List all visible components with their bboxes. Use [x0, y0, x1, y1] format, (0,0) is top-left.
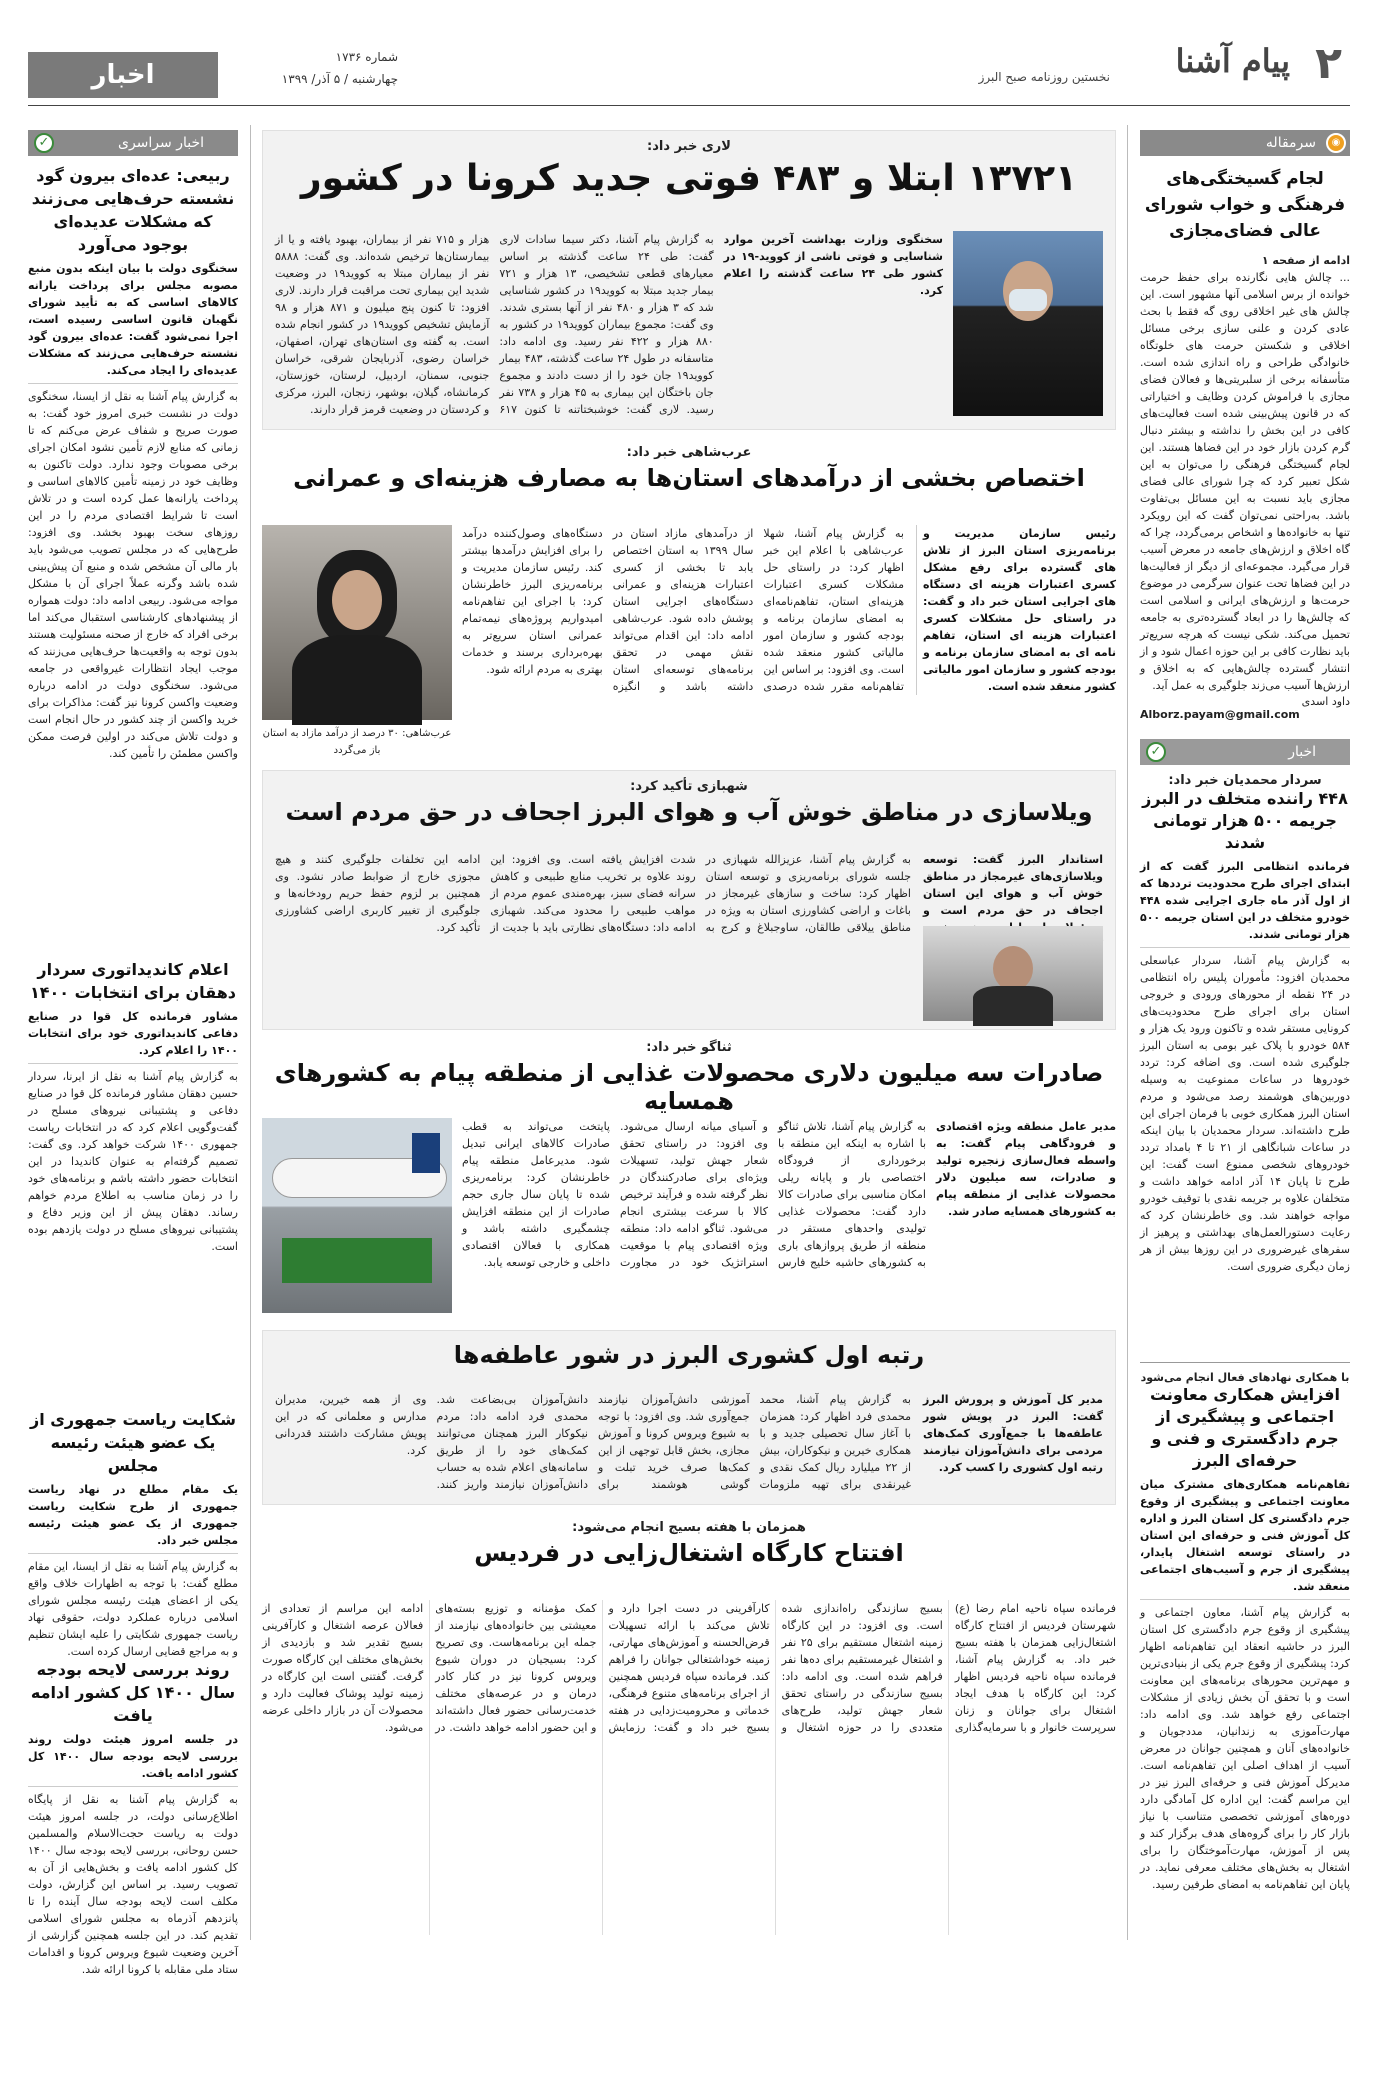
issue-info — [198, 46, 398, 90]
news1-kicker: سردار محمدیان خبر داد: — [1168, 773, 1322, 788]
story2-kicker: عرب‌شاهی خبر داد: — [626, 445, 752, 460]
cargo-pallets — [282, 1238, 432, 1283]
story1-body: به گزارش پیام آشنا، دکتر سیما سادات لاری گفت: طی ۲۴ ساعت گذشته بر اساس معیارهای قطعی تشخیصی، ۱۳ هزار و ۷۲۱ بیمار جدید مبتلا به کووید۱۹ در کشور شناسایی شد که ۳ هزار و ۴۸۰ نفر از آنها بستری شدند. وی گفت: مجموع بیماران کووید۱۹ در کشور به ۸۸۰ هزار و ۴۲۲ نفر رسید. وی ادامه داد: متاسفانه در طول ۲۴ ساعت گذشته، ۴۸۳ بیمار کووید۱۹ جان خود را از دست دادند و مجموع جان باختگان این بیماری به ۴۵ هزار و ۷۳۸ نفر رسید. لاری گفت: خوشبختاتنه تا کنون ۶۱۷ هزار و ۷۱۵ نفر از بیماران، بهبود یافته و یا از بیمارستان‌ها ترخیص شده‌اند. وی گفت: ۵۸۸۸ نفر از بیماران مبتلا به کووید۱۹ در وضعیت شدید این بیماری تحت مراقبت قرار دارند. لاری افزود: تا کنون پنج میلیون و ۸۷۱ هزار و ۹۸ آزمایش تشخیص کووید۱۹ در کشور انجام شده است. به گفته وی استان‌های تهران، اصفهان، خراسان رضوی، آذربایجان شرقی، خراسان جنوبی، سمنان، اردبیل، لرستان، خوزستان، کرمانشاه، گیلان، بوشهر، زنجان، البرز، مرکزی و کردستان در وضعیت قرمز قرار دارند. — [275, 233, 714, 416]
national2-body: به گزارش پیام آشنا به نقل از ایرنا، سردار حسین دهقان مشاور فرمانده کل قوا در صنایع دفاعی و پشتیبانی نیروهای مسلح در گفت‌وگویی اعلام کرد که در انتخابات ریاست جمهوری ۱۴۰۰ شرکت خواهد کرد. وی گفت: تصمیم گرفته‌ام به عنوان کاندیدا در این انتخابات حضور داشته باشم و برنامه‌های خود را در زمان مناسب به اطلاع مردم خواهم رساند. دهقان پیش از این وزیر دفاع و پشتیبانی نیروهای مسلح در دولت یازدهم بوده است. — [28, 1070, 238, 1253]
editorial-header: ◉ سرمقاله — [1140, 130, 1350, 156]
editorial-continued: ادامه از صفحه ۱ — [1261, 254, 1350, 267]
story2 — [262, 445, 1116, 760]
story3-lead: استاندار البرز گفت: توسعه ویلاسازی‌های غیرمجاز در مناطق خوش آب و هوای این استان اجحاف در حق مردم است و — [923, 853, 1103, 917]
news2-title: افزایش همکاری معاونت اجتماعی و پیشگیری از جرم دادگستری و فنی و حرفه‌ای البرز — [1149, 1385, 1340, 1470]
story6-kicker: همزمان با هفته بسیج انجام می‌شود: — [572, 1520, 806, 1535]
national2-title: اعلام کاندیداتوری سردار دهقان برای انتخابات ۱۴۰۰ — [29, 960, 237, 1002]
speaker-body — [292, 635, 422, 725]
issue-number: شماره ۱۷۳۶ — [335, 50, 398, 64]
speaker-face — [993, 946, 1033, 991]
airplane-tail — [412, 1133, 440, 1173]
story2-photo — [262, 525, 452, 720]
story4-kicker: ثناگو خبر داد: — [646, 1040, 732, 1055]
national1-body: به گزارش پیام آشنا به نقل از ایسنا، سخنگوی دولت در نشست خبری امروز خود گفت: به صورت صریح و شفاف عرض می‌کنم که تا زمانی که منابع لازم تأمین نشود امکان اجرای برخی مصوبات وجود ندارد. دولت تاکنون به وظایف خود در زمینه تأمین کالاهای اساسی و پرداخت یارانه‌ها عمل کرده است و در تلاش است تا شرایط اقتصادی مردم را در این روزهای سخت بهبود بخشد. وی افزود: طرح‌هایی که در مجلس تصویب می‌شود باید بار مالی آن مشخص شده و منبع آن پیش‌بینی شده باشد وگرنه عملاً اجرای آن با مشکل مواجه می‌شود. ربیعی ادامه داد: دولت همواره از پیشنهادهای کارشناسی استقبال می‌کند اما برخی افراد که خارج از صحنه مسئولیت هستند بدون توجه به واقعیت‌ها حرف‌هایی می‌زنند که موجب ایجاد انتظارات غیرواقعی در جامعه می‌شود. سخنگوی دولت در ادامه درباره وضعیت واکسن کرونا نیز گفت: مذاکرات برای خرید واکسن از چند کشور در حال انجام است و دولت تلاش می‌کند در اولین فرصت ممکن واکسن مطمئن را تأمین کند. — [28, 390, 238, 760]
national2-lead: مشاور فرمانده کل قوا در صنایع دفاعی کاندیداتوری خود برای انتخابات ۱۴۰۰ را اعلام کرد. — [28, 1004, 238, 1064]
news-header: ✓ اخبار — [1140, 739, 1350, 765]
story4-photo — [262, 1118, 452, 1313]
story6 — [262, 1520, 1116, 1940]
national3-body: به گزارش پیام آشنا به نقل از ایسنا، این مقام مطلع گفت: با توجه به اظهارات خلاف واقع یکی از اعضای هیئت رئیسه مجلس شورای اسلامی درباره عملکرد دولت، حقوقی نهاد ریاست جمهوری شکایتی را علیه ایشان تنظیم و به مراجع قضایی ارسال کرده است. — [28, 1560, 238, 1658]
story5-body: به گزارش پیام آشنا، محمد محمدی فرد اظهار کرد: همزمان با آغاز سال تحصیلی جدید و با همکاری خیرین و نیکوکاران، بیش از ۲۲ میلیارد ریال کمک نقدی و غیرنقدی برای تهیه ملزومات آموزشی دانش‌آموزان نیازمند جمع‌آوری شد. وی افزود: با توجه به شیوع ویروس کرونا و آموزش مجازی، بخش قابل توجهی از این کمک‌ها صرف خرید تبلت و گوشی هوشمند برای دانش‌آموزان بی‌بضاعت شد. محمدی فرد ادامه داد: مردم نیکوکار البرز همچنان می‌توانند کمک‌های خود را از طریق سامانه‌های اعلام شده به حساب دانش‌آموزان نیازمند واریز کنند. وی از همه خیرین، مدیران مدارس و معلمانی که در این پویش مشارکت داشتند قدردانی کرد. — [275, 1393, 911, 1491]
story6-body: فرمانده سپاه ناحیه امام رضا (ع) شهرستان فردیس از افتتاح کارگاه اشتغال‌زایی همزمان با هفته بسیج خبر داد. به گزارش پیام آشنا، فرمانده سپاه ناحیه فردیس اظهار کرد: این کارگاه با هدف ایجاد اشتغال برای جوانان و زنان سرپرست خانوار و با سرمایه‌گذاری بسیج سازندگی راه‌اندازی شده است. وی افزود: در این کارگاه زمینه اشتغال مستقیم برای ۲۵ نفر و اشتغال غیرمستقیم برای ده‌ها نفر فراهم شده است. وی ادامه داد: بسیج سازندگی در راستای تحقق شعار جهش تولید، طرح‌های متعددی را در حوزه اشتغال و کارآفرینی در دست اجرا دارد و تلاش می‌کند با ارائه تسهیلات قرض‌الحسنه و آموزش‌های مهارتی، زمینه خوداشتغالی جوانان را فراهم کند. فرمانده سپاه فردیس همچنین از اجرای برنامه‌های متنوع فرهنگی، خدماتی و محرومیت‌زدایی در هفته بسیج خبر داد و گفت: رزمایش کمک مؤمنانه و توزیع بسته‌های معیشتی بین خانواده‌های نیازمند از جمله این برنامه‌هاست. وی تصریح کرد: بسیجیان در دوران شیوع ویروس کرونا نیز در کنار کادر درمان و در عرصه‌های مختلف خدمت‌رسانی حضور فعال داشته‌اند و این حضور ادامه خواهد داشت. در ادامه این مراسم از تعدادی از فعالان عرصه اشتغال و کارآفرینی بسیج تقدیر شد و بازدیدی از بخش‌های مختلف این کارگاه صورت گرفت. گفتنی است این کارگاه در زمینه تولید پوشاک فعالیت دارد و محصولات آن در بازار داخلی عرضه می‌شود. — [262, 1602, 1116, 1734]
national1-title: ربیعی: عده‌ای بیرون گود نشسته حرف‌هایی می‌زنند که مشکلات عدیده‌ای بوجود می‌آورد — [31, 166, 235, 254]
masthead — [28, 34, 1350, 106]
column-rule — [250, 125, 251, 1940]
story3-kicker: شهبازی تأکید کرد: — [630, 779, 748, 794]
editorial-author: داود اسدی — [1301, 695, 1350, 708]
story1 — [262, 130, 1116, 430]
column-rule — [1127, 125, 1128, 1940]
left-column — [28, 130, 238, 1976]
speaker-body — [973, 986, 1053, 1026]
news2-lead: تفاهم‌نامه همکاری‌های مشترک میان معاونت اجتماعی و پیشگیری از وقوع جرم دادگستری کل استان البرز و اداره کل آموزش فنی و حرفه‌ای این استان در راستای توسعه اشتغال پایدار، پیشگیری از جرم و آسیب‌های اجتماعی منعقد شد. — [1140, 1472, 1350, 1600]
national4-title: روند بررسی لایحه بودجه سال ۱۴۰۰ کل کشور ادامه یافت — [30, 1660, 236, 1725]
story1-lead: سخنگوی وزارت بهداشت آخرین موارد شناسایی و فوتی ناشی از کووید-۱۹ در کشور طی ۲۴ ساعت گذشته را اعلام کرد. — [723, 233, 943, 297]
story1-title: ۱۳۷۲۱ ابتلا و ۴۸۳ فوتی جدید کرونا در کشور — [300, 158, 1078, 199]
face-mask — [1009, 289, 1047, 311]
story3 — [262, 770, 1116, 1030]
page-number: ۲ — [1315, 38, 1342, 89]
news1-title: ۴۴۸ راننده متخلف در البرز جریمه ۵۰۰ هزار تومانی شدند — [1142, 789, 1348, 852]
issue-date: چهارشنبه / ۵ آذر/ ۱۳۹۹ — [281, 72, 398, 86]
national1-lead: سخنگوی دولت با بیان اینکه بدون منبع مصوبه مجلس برای پرداخت یارانه کالاهای اساسی که به تأیید شورای نگهبان قانون اساسی رسیده است، اجرا نمی‌شود گفت: عده‌ای بیرون گود نشسته حرف‌هایی می‌زنند که مشکلات عدیده‌ای را ایجاد می‌کند. — [28, 256, 238, 384]
news1-lead: فرمانده انتظامی البرز گفت که از ابتدای اجرای طرح محدودیت ترددها که از اول آذر ماه جاری اجرایی شده ۴۴۸ خودرو متخلف در این استان جریمه ۵۰۰ هزار تومانی شدند. — [1140, 854, 1350, 948]
story4-lead: مدیر عامل منطقه ویژه اقتصادی و فرودگاهی پیام گفت: به واسطه فعال‌سازی زنجیره تولید و صادرات، سه میلیون دلار محصولات غذایی از منطقه پیام به کشورهای همسایه صادر شد. — [936, 1120, 1116, 1218]
story2-title: اختصاص بخشی از درآمدهای استان‌ها به مصارف هزینه‌ای و عمرانی — [293, 464, 1085, 492]
story4 — [262, 1040, 1116, 1320]
national3-lead: یک مقام مطلع در نهاد ریاست جمهوری از طرح شکایت ریاست جمهوری از یک عضو هیئت رئیسه مجلس خبر داد. — [28, 1477, 238, 1554]
story3-title: ویلاسازی در مناطق خوش آب و هوای البرز اجحاف در حق مردم است — [285, 798, 1093, 826]
national4-lead: در جلسه امروز هیئت دولت روند بررسی لایحه بودجه سال ۱۴۰۰ کل کشور ادامه یافت. — [28, 1727, 238, 1787]
story1-kicker: لاری خبر داد: — [647, 139, 731, 154]
story2-caption: عرب‌شاهی: ۳۰ درصد از درآمد مازاد به استان باز می‌گردد — [262, 728, 452, 756]
news1-body: به گزارش پیام آشنا، سردار عباسعلی محمدیان افزود: مأموران پلیس راه انتظامی در ۲۴ نقطه از محورهای ورودی و خروجی استان برای اجرای طرح محدودیت‌های کرونایی مستقر شده و تاکنون ورود یک هزار و ۵۸۴ خودرو با پلاک غیر بومی به استان البرز جلوگیری شده است. وی اضافه کرد: تردد خودروها در ساعات ممنوعیت به وسیله دوربین‌های هوشمند رصد می‌شود و مردم استان البرز همکاری خوبی با فرمان اجرای این طرح داشته‌اند. سردار محمدیان با بیان اینکه در ساعات شبانگاهی از ۲۱ تا ۴ بامداد تردد خودروهای شخصی ممنوع است گفت: این طرح تا پایان ۱۴ آذر ادامه خواهد داشت و متخلفان علاوه بر جریمه نقدی با توقیف خودرو مواجه خواهند شد. وی خاطرنشان کرد که رعایت دستورالعمل‌های بهداشتی و پرهیز از سفرهای غیرضروری در این روزها بیش از هر زمان دیگری ضروری است. — [1140, 954, 1351, 1273]
checkmark-icon: ✓ — [34, 133, 54, 153]
story5-title: رتبه اول کشوری البرز در شور عاطفه‌ها — [453, 1341, 925, 1369]
editorial-email: Alborz.payam@gmail.com — [1140, 708, 1300, 721]
story3-photo — [923, 926, 1103, 1021]
story4-title: صادرات سه میلیون دلاری محصولات غذایی از منطقه پیام به کشورهای همسایه — [274, 1059, 1104, 1115]
story5 — [262, 1330, 1116, 1505]
editorial-title: لجام گسیختگی‌های فرهنگی و خواب شورای عالی فضای‌مجازی — [1144, 169, 1346, 241]
story2-body: به گزارش پیام آشنا، شهلا عرب‌شاهی با اعلام این خبر اظهار کرد: در راستای حل مشکلات کسری اعتبارات هزینه‌ای استان، تفاهم‌نامه‌ای به امضای سازمان برنامه و بودجه کشور و سازمان امور مالیاتی کشور منعقد شده است. وی افزود: بر اساس این تفاهم‌نامه مقرر شده درصدی از درآمدهای مازاد استان در سال ۱۳۹۹ به استان اختصاص یابد تا بخشی از کسری اعتبارات هزینه‌ای و عمرانی دستگاه‌های اجرایی استان پوشش داده شود. عرب‌شاهی ادامه داد: این اقدام می‌تواند نقش مهمی در تحقق برنامه‌های توسعه‌ای استان داشته باشد و انگیزه دستگاه‌های وصول‌کننده درآمد را برای افزایش درآمدها بیشتر کند. رئیس سازمان مدیریت و برنامه‌ریزی البرز خاطرنشان کرد: با اجرای این تفاهم‌نامه امیدواریم پروژه‌های نیمه‌تمام عمرانی استان سریع‌تر به بهره‌برداری برسند و خدمات بهتری به مردم ارائه شود. — [462, 527, 904, 693]
news2-body: به گزارش پیام آشنا، معاون اجتماعی و پیشگیری از وقوع جرم دادگستری کل استان البرز در حاشیه انعقاد این تفاهم‌نامه اظهار کرد: پیشگیری از وقوع جرم یکی از بنیادی‌ترین و مهم‌ترین محورهای برنامه‌های این معاونت است و با تحقق آن بخش زیادی از مشکلات اجتماعی رفع خواهد شد. وی ادامه داد: مهارت‌آموزی به زندانیان، مددجویان و خانواده‌های آنان و همچنین جوانان در معرض آسیب از اهداف اصلی این تفاهم‌نامه است. مدیرکل آموزش فنی و حرفه‌ای البرز نیز در این مراسم گفت: این اداره کل آمادگی دارد دوره‌های آموزشی تخصصی متناسب با نیاز بازار کار را برای گروه‌های هدف برگزار کند و پس از آموزش، مهارت‌آموختگان را برای اشتغال به بخش‌های مختلف معرفی نماید. در پایان این تفاهم‌نامه به امضای طرفین رسید. — [1140, 1606, 1350, 1891]
news2-kicker: با همکاری نهادهای فعال انجام می‌شود — [1140, 1371, 1350, 1384]
story6-title: افتتاح کارگاه اشتغال‌زایی در فردیس — [474, 1539, 904, 1567]
newspaper-logo: پیام آشنا — [1175, 42, 1290, 80]
tagline: نخستین روزنامه صبح البرز — [978, 70, 1110, 84]
section-title: اخبار — [28, 52, 218, 98]
speaker-face — [332, 570, 382, 630]
story5-lead: مدیر کل آموزش و پرورش البرز گفت: البرز در پویش شور عاطفه‌ها با جمع‌آوری کمک‌های مردمی برای دانش‌آموزان نیازمند رتبه اول کشوری را کسب کرد. — [923, 1393, 1103, 1474]
national4-body: به گزارش پیام آشنا به نقل از پایگاه اطلاع‌رسانی دولت، در جلسه امروز هیئت دولت به ریاست حجت‌الاسلام والمسلمین حسن روحانی، بررسی لایحه بودجه سال ۱۴۰۰ کل کشور ادامه یافت و بخش‌هایی از آن به تصویب رسید. بر اساس این گزارش، دولت مکلف است لایحه بودجه سال آینده را تا پانزدهم آذرماه به مجلس شورای اسلامی تقدیم کند. در این جلسه همچنین گزارشی از آخرین وضعیت شیوع ویروس کرونا و اقدامات ستاد ملی مقابله با کرونا ارائه شد. — [28, 1793, 238, 1976]
story3-body: به گزارش پیام آشنا، عزیزالله شهبازی در جلسه شورای برنامه‌ریزی و توسعه استان اظهار کرد: ساخت و سازهای غیرمجاز در باغات و اراضی کشاورزی استان به ویژه در مناطق ییلاقی طالقان، ساوجبلاغ و کرج به شدت افزایش یافته است. وی افزود: این روند علاوه بر تخریب منابع طبیعی و کاهش سرانه فضای سبز، بهره‌مندی عموم مردم از مواهب طبیعی را محدود می‌کند. شهبازی ادامه داد: دستگاه‌های نظارتی باید با جدیت از ادامه این تخلفات جلوگیری کنند و هیچ مجوزی خارج از ضوابط صادر نشود. وی همچنین بر لزوم حفظ حریم رودخانه‌ها و جلوگیری از تغییر کاربری اراضی کشاورزی تأکید کرد. — [275, 853, 911, 934]
story1-photo — [953, 231, 1103, 416]
right-column — [1140, 130, 1350, 1940]
national3-title: شکایت ریاست جمهوری از یک عضو هیئت رئیسه مجلس — [29, 1410, 237, 1475]
story2-lead: رئیس سازمان مدیریت و برنامه‌ریزی استان البرز از تلاش های گسترده برای رفع مشکل کسری اعتبارات هزینه ای دستگاه های اجرایی استان خبر داد و گفت: در راستای حل مشکلات کسری اعتبارات هزینه ای استان، تفاهم نامه ای به امضای سازمان برنامه و بودجه کشور و سازمان امور مالیاتی کشور منعقد شده است. — [916, 525, 1116, 695]
checkmark-icon: ✓ — [1146, 742, 1166, 762]
story4-body: به گزارش پیام آشنا، تلاش ثناگو با اشاره به اینکه این منطقه با برخورداری از فرودگاه اختصاصی بار و پایانه ریلی امکان مناسبی برای صادرات کالا دارد گفت: محصولات غذایی تولیدی واحدهای مستقر در منطقه از طریق پروازهای باری به کشورهای حاشیه خلیج فارس و آسیای میانه ارسال می‌شود. وی افزود: در راستای تحقق شعار جهش تولید، تسهیلات ویژه‌ای برای صادرکنندگان در نظر گرفته شده و فرآیند ترخیص کالا با سرعت بیشتری انجام می‌شود. ثناگو ادامه داد: منطقه ویژه اقتصادی پیام با موقعیت استراتژیک خود در مجاورت پایتخت می‌تواند به قطب صادرات کالاهای ایرانی تبدیل شود. مدیرعامل منطقه پیام خاطرنشان کرد: برنامه‌ریزی شده تا پایان سال جاری حجم صادرات از این منطقه افزایش چشمگیری داشته باشد و همکاری با فعالان اقتصادی داخلی و خارجی توسعه یابد. — [462, 1120, 926, 1269]
national-news-header: ✓ اخبار سراسری — [28, 130, 238, 156]
editorial-icon: ◉ — [1326, 133, 1346, 153]
editorial-body: ... چالش هایی نگارنده برای حفظ حرمت خوانده از برس اسلامی آنها مشهور است. این چالش های غیر اخلاقی روی گه فقط با بحث عادی کردن و علنی سازی برخی مسائل اخلاقی و شکستن حرمت های خلوتگاه خانوادگی طراحی و راه اندازی شده است. متأسفانه برخی از سلبریتی‌ها و فعالان فضای مجازی با فراموش کردن وظایف و اختیاراتی که در قانون پیش‌بینی شده است فعالیت‌های کافی در این بخش را نداشته و بیشتر دنبال گرم کردن بازار خود در این فضاها هستند. این لجام گسیختگی فرهنگی را می‌توان به این شکل تعبیر کرد که چرا شورای عالی فضای مجازی باید نسبت به این مسائل بی‌تفاوت باشد. به‌راحتی نمی‌توان گفت که این رویکرد تنها به خانواده‌ها و اشخاص برمی‌گردد، چرا که گاه اخلاق و ارزش‌های جامعه در معرض آسیب قرار می‌گیرد. مجموعه‌ای از دیگر از فعالیت‌ها در این فضاها تحت عنوان سرگرمی در موضوع حرمت‌ها و ارزش‌های ایرانی و اسلامی است که چالش‌ها را در ابعاد گسترده‌تری به جامعه تحمیل می‌کند. شکی نیست که هرچه سریع‌تر باید نظارت کافی بر این حوزه اعمال شود و از انتشار گسترده چالش‌هایی که به اخلاق و ارزش‌ها آسیب می‌زند جلوگیری به عمل آید. — [1140, 271, 1350, 692]
